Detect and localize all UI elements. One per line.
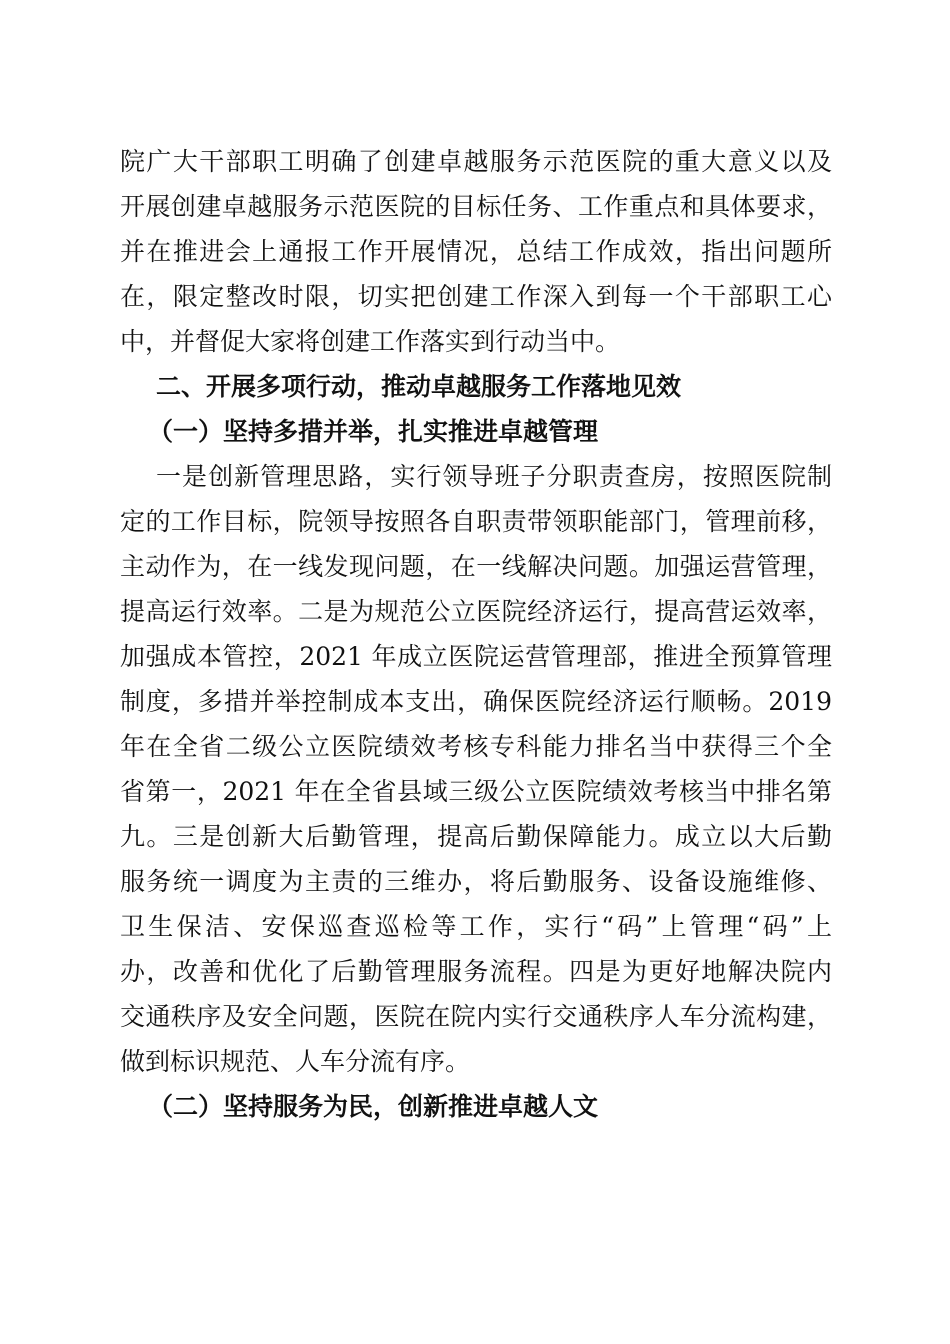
paragraph-2-line: 做到标识规范、人车分流有序。: [120, 1047, 471, 1076]
paragraph-1-line: 在，限定整改时限，切实把创建工作深入到每一个干部职工心: [120, 282, 832, 311]
subsection-heading-2: （二）坚持服务为民，创新推进卓越人文: [148, 1092, 599, 1121]
paragraph-2-line: 交通秩序及安全问题，医院在院内实行交通秩序人车分流构建，: [120, 1002, 832, 1031]
section-heading: 二、开展多项行动，推动卓越服务工作落地见效: [156, 372, 682, 401]
paragraph-2-line: 提高运行效率。二是为规范公立医院经济运行，提高营运效率，: [120, 597, 832, 626]
paragraph-2-line: 年在全省二级公立医院绩效考核专科能力排名当中获得三个全: [120, 732, 832, 761]
paragraph-2-line: 九。三是创新大后勤管理，提高后勤保障能力。成立以大后勤: [120, 822, 832, 851]
paragraph-2-line: 卫生保洁、安保巡查巡检等工作，实行“码”上管理“码”上: [120, 912, 832, 941]
paragraph-1-line: 开展创建卓越服务示范医院的目标任务、工作重点和具体要求，: [120, 192, 832, 221]
paragraph-2-line: 定的工作目标，院领导按照各自职责带领职能部门，管理前移，: [120, 507, 832, 536]
paragraph-1-line: 院广大干部职工明确了创建卓越服务示范医院的重大意义以及: [120, 147, 832, 176]
paragraph-2-line: 办，改善和优化了后勤管理服务流程。四是为更好地解决院内: [120, 957, 832, 986]
paragraph-2-line: 制度，多措并举控制成本支出，确保医院经济运行顺畅。2019: [120, 687, 832, 716]
paragraph-2-line: 服务统一调度为主责的三维办，将后勤服务、设备设施维修、: [120, 867, 832, 896]
subsection-heading-1: （一）坚持多措并举，扎实推进卓越管理: [148, 417, 599, 446]
paragraph-2-line: 加强成本管控，2021 年成立医院运营管理部，推进全预算管理: [120, 642, 832, 671]
paragraph-2-line: 主动作为，在一线发现问题，在一线解决问题。加强运营管理，: [120, 552, 832, 581]
paragraph-1-line: 并在推进会上通报工作开展情况，总结工作成效，指出问题所: [120, 237, 832, 266]
paragraph-1-line: 中，并督促大家将创建工作落实到行动当中。: [120, 327, 621, 356]
paragraph-2-line: 省第一，2021 年在全省县域三级公立医院绩效考核当中排名第: [120, 777, 832, 806]
paragraph-2-line: 一是创新管理思路，实行领导班子分职责查房，按照医院制: [156, 462, 832, 491]
